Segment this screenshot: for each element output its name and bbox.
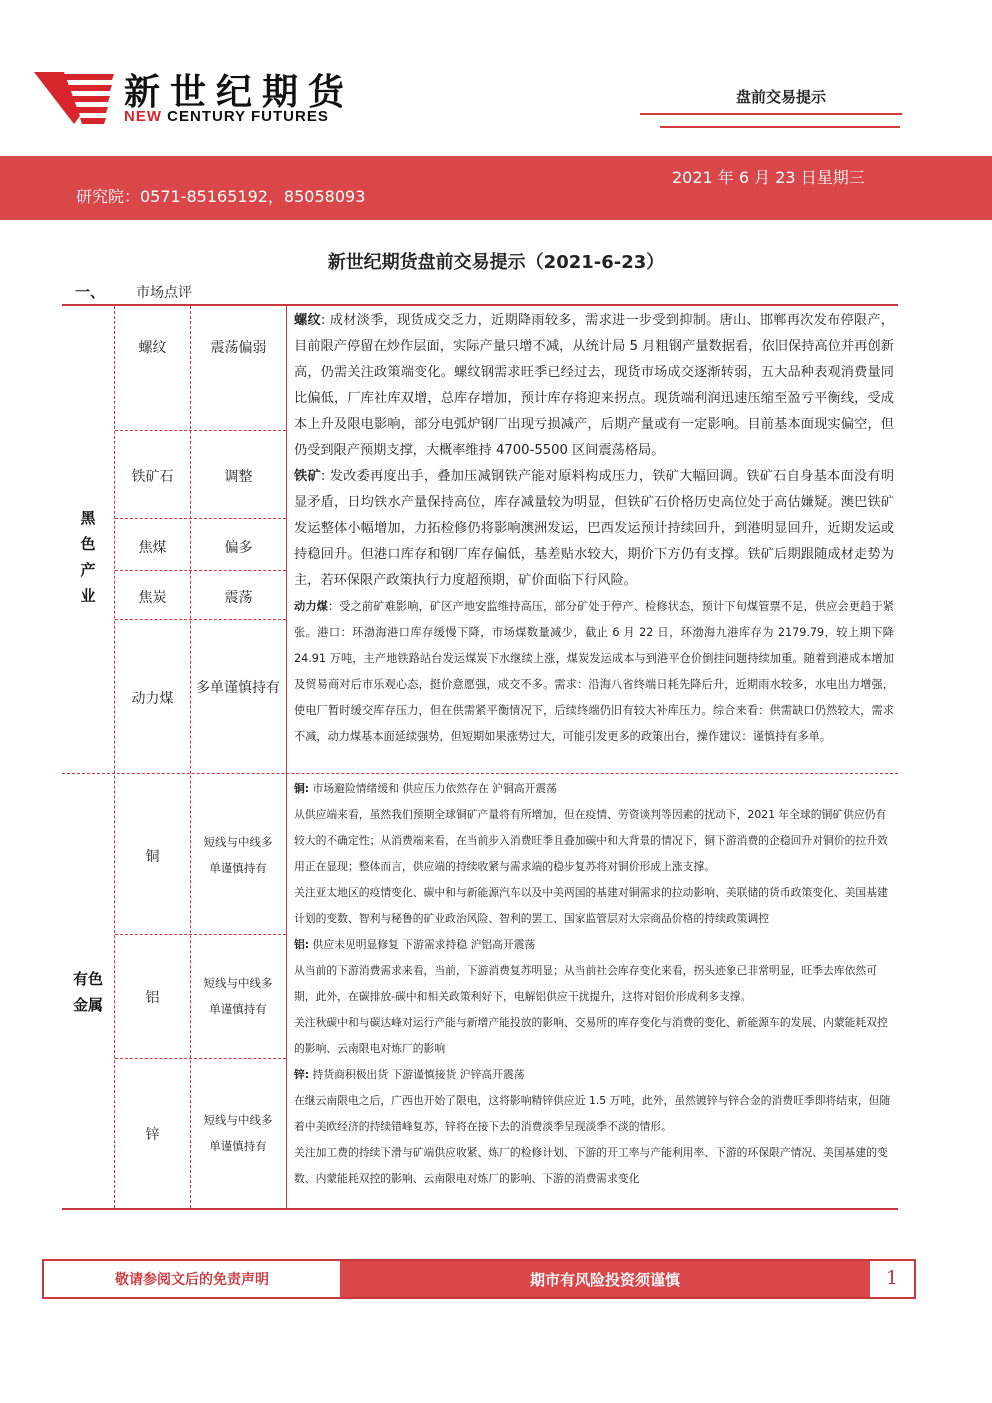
section-title: 市场点评: [136, 285, 192, 301]
label-aluminium: 铝:: [294, 938, 310, 951]
research-phone: 研究院：0571-85165192，85058093: [76, 187, 366, 206]
commentary-zinc: [294, 1062, 894, 1192]
category-char: 黑: [80, 509, 96, 527]
para-aluminium-2: 关注秋碳中和与碳达峰对运行产能与新增产能投放的影响、交易所的库存变化与消费的变化、新能源车的发展、内蒙能耗双控的影响、云南限电对炼厂的影响: [294, 1016, 888, 1055]
product-aluminium: 铝: [145, 990, 160, 1006]
product-thermal-coal: 动力煤: [131, 691, 174, 707]
text-thermal-coal: ：受之前矿难影响，矿区产地安监维持高压，部分矿处于停产、检修状态，预计下旬煤管票不足，供应会更趋于紧张。港口：环渤海港口库存缓慢下降，市场煤数量减少，截止 6 月 22 日，环渤海九港库存为 2179.79，较上期下降 24.91 万吨，主产地铁路站台发运煤炭下水继续上涨，煤炭发运成本与到港平仓价倒挂问题持续加重。随着到港成本增加及贸易商对后市乐观心态，挺价意愿强，成交不多。需求：沿海八省终端日耗先降后升，近期雨水较多，水电出力增强，使电厂暂时缓交库存压力，但在供需紧平衡情况下，后续终端仍旧有较大补库压力。综合来看：供需缺口仍然较大，需求不减，动力煤基本面延续强势，但短期如果涨势过大，可能引发更多的政策出台，操作建议：谨慎持有多单。: [294, 600, 894, 743]
commentary-rebar: [294, 308, 894, 464]
headline-zinc-text: 持货商积极出货 下游谨慎接货 沪锌高开震荡: [309, 1068, 525, 1081]
column-divider: [114, 306, 115, 1208]
view-coke: 震荡: [224, 590, 253, 606]
label-thermal-coal: 动力煤: [294, 600, 328, 613]
footer-disclaimer-link[interactable]: 敬请参阅文后的免责声明: [115, 1272, 269, 1288]
row-divider: [115, 518, 286, 519]
view-iron-ore: 调整: [224, 469, 253, 485]
product-coke: 焦炭: [138, 590, 167, 606]
column-divider: [190, 306, 191, 1208]
label-rebar: 螺纹: [294, 313, 321, 328]
row-divider: [115, 1058, 286, 1059]
commentary-thermal-coal: [294, 594, 894, 750]
product-zinc: 锌: [145, 1127, 160, 1143]
section-number: 一、: [75, 283, 106, 301]
text-rebar: : 成材淡季，现货成交乏力，近期降雨较多，需求进一步受到抑制。唐山、邯郸再次发布停限产，目前限产停留在炒作层面，实际产量只增不减，从统计局 5 月粗钢产量数据看，依旧保持高位并再创新高，仍需关注政策端变化。螺纹钢需求旺季已经过去，现货市场成交逐渐转弱，五大品种表观消费量同比偏低，厂库社库双增，总库存增加，预计库存将迎来拐点。现货端利润迅速压缩至盈亏平衡线，受成本上升及限电影响，部分电弧炉钢厂出现亏损减产，后期产量或有一定影响。目前基本面现实偏空，但仍受到限产预期支撑，大概率维持 4700-5500 区间震荡格局。: [294, 313, 895, 458]
category-char: 业: [80, 587, 96, 605]
footer-risk-warning: 期市有风险投资须谨慎: [529, 1271, 680, 1289]
para-zinc-1: 在继云南限电之后，广西也开始了限电，这将影响精锌供应近 1.5 万吨，此外，虽然镀锌与锌合金的消费旺季即将结束，但随着中美欧经济的持续错峰复苏，锌将在接下去的消费淡季呈现淡季不淡的情形。: [294, 1094, 891, 1133]
view-aluminium: 短线与中线多单谨慎持有: [203, 976, 273, 1016]
headline-zinc: [294, 1062, 894, 1088]
row-divider: [115, 430, 286, 431]
page-number: 1: [885, 1267, 899, 1289]
table-top-rule: [62, 304, 898, 306]
category-line: 金属: [72, 996, 103, 1014]
row-divider: [115, 934, 286, 935]
para-copper-2: 关注亚太地区的疫情变化、碳中和与新能源汽车以及中美两国的基建对铜需求的拉动影响、美联储的货币政策变化、美国基建计划的变数、智利与秘鲁的矿业政治风险、智利的罢工、国家监管层对大宗商品价格的持续政策调控: [294, 886, 888, 925]
logo-en-century: CENTURY FUTURES: [167, 108, 329, 125]
product-copper: 铜: [145, 849, 160, 865]
category-line: 有色: [72, 970, 103, 988]
commentary-copper: [294, 776, 894, 932]
logo-en-new: NEW: [124, 108, 162, 125]
group-divider: [62, 773, 898, 774]
row-divider: [115, 570, 286, 571]
wing-logo-icon: [34, 72, 116, 124]
table-bottom-rule: [62, 1208, 898, 1210]
headline-copper-text: 市场避险情绪缓和 供应压力依然存在 沪铜高开震荡: [309, 782, 557, 795]
logo-english: [124, 108, 329, 125]
header-rule-bottom: [660, 126, 900, 128]
para-copper-1: 从供应端来看，虽然我们预期全球铜矿产量将有所增加，但在疫情、劳资谈判等因素的扰动下，2021 年全球的铜矿供应仍有较大的不确定性；从消费端来看，在当前步入消费旺季且叠加碳中和大背景的情况下，铜下游消费的企稳回升对铜价的拉升效用正在显现；整体而言，供应端的持续收紧与需求端的稳步复苏将对铜价形成上涨支撑。: [294, 808, 888, 873]
category-char: 色: [80, 535, 96, 553]
para-zinc-2: 关注加工费的持续下滑与矿端供应收紧、炼厂的检修计划、下游的开工率与产能利用率、下游的环保限产情况、美国基建的变数、内蒙能耗双控的影响、云南限电对炼厂的影响、下游的消费需求变化: [294, 1146, 888, 1185]
category-black-industry: [62, 505, 114, 609]
product-coking-coal: 焦煤: [138, 540, 167, 556]
product-iron-ore: 铁矿石: [131, 469, 174, 485]
doc-type-label: 盘前交易提示: [736, 88, 827, 106]
header-rule-top: [640, 113, 902, 115]
label-zinc: 锌:: [294, 1068, 310, 1081]
commentary-aluminium: [294, 932, 894, 1062]
view-rebar: 震荡偏弱: [210, 340, 267, 356]
view-copper: 短线与中线多单谨慎持有: [203, 835, 273, 875]
headline-copper: [294, 776, 894, 802]
para-aluminium-1: 从当前的下游消费需求来看，当前，下游消费复苏明显；从当前社会库存变化来看，拐头迹象已非常明显，旺季去库依然可期，此外，在碳排放-碳中和相关政策利好下，电解铝供应干扰提升，这将对铝价形成利多支撑。: [294, 964, 878, 1003]
label-copper: 铜:: [294, 782, 310, 795]
headline-aluminium-text: 供应未见明显修复 下游需求持稳 沪铝高开震荡: [309, 938, 536, 951]
page-title: 新世纪期货盘前交易提示（2021-6-23）: [327, 252, 665, 273]
category-char: 产: [80, 561, 96, 579]
view-thermal-coal: 多单谨慎持有: [196, 680, 280, 696]
view-zinc: 短线与中线多单谨慎持有: [203, 1113, 273, 1153]
headline-aluminium: [294, 932, 894, 958]
commentary-iron-ore: [294, 464, 894, 594]
category-nonferrous: [62, 966, 114, 1018]
row-divider: [115, 619, 286, 620]
product-rebar: 螺纹: [138, 340, 167, 356]
text-iron-ore: : 发改委再度出手，叠加压减钢铁产能对原料构成压力，铁矿大幅回调。铁矿石自身基本面没有明显矛盾，日均铁水产量保持高位，库存减量较为明显，但铁矿石价格历史高位处于高估嫌疑。澳巴铁矿发运整体小幅增加，力拓检修仍将影响澳洲发运，巴西发运预计持续回升，到港明显回升，近期发运或持稳回升。但港口库存和钢厂库存偏低，基差贴水较大，期价下方仍有支撑。铁矿后期跟随成材走势为主，若环保限产政策执行力度超预期，矿价面临下行风险。: [294, 469, 895, 588]
logo-chinese: 新世纪期货: [124, 71, 355, 113]
report-date: 2021 年 6 月 23 日星期三: [672, 168, 865, 187]
label-iron-ore: 铁矿: [294, 469, 321, 484]
column-divider: [286, 306, 287, 1208]
view-coking-coal: 偏多: [224, 540, 253, 556]
